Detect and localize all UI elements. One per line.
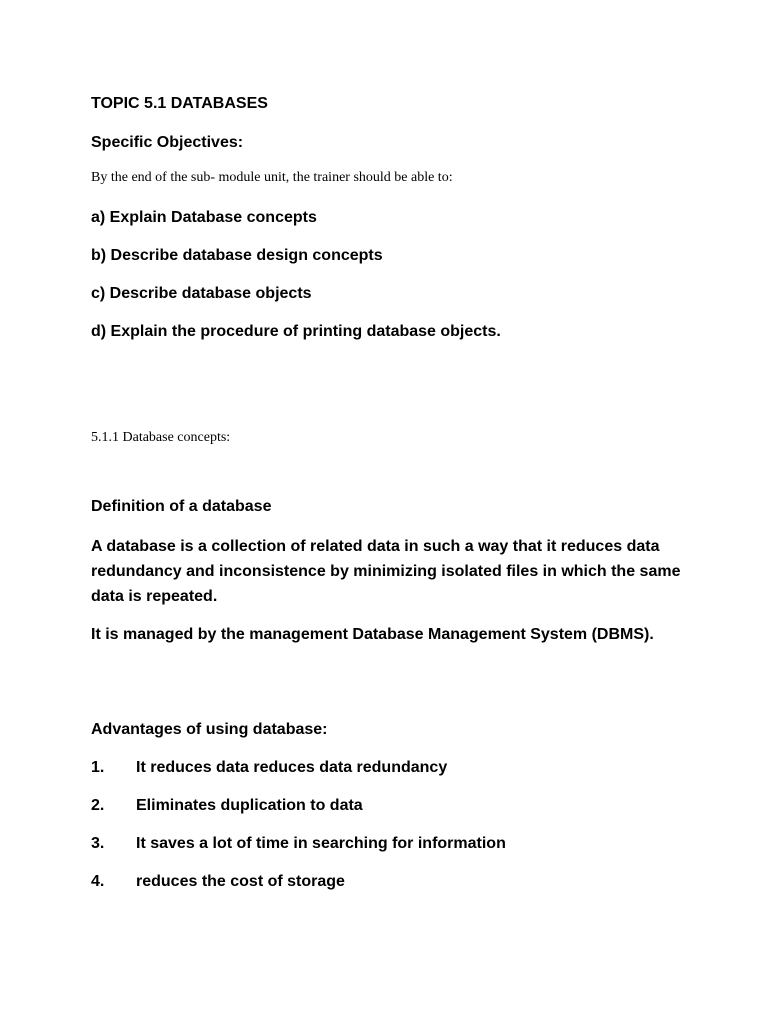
definition-text: A database is a collection of related data in such a way that it reduces data redundancy and inconsistence by minimizing isolated files in which the same data is repeated.: [91, 538, 681, 605]
definition-heading: Definition of a database: [91, 498, 272, 515]
advantages-heading: Advantages of using database:: [91, 721, 328, 738]
item-number: 4.: [91, 873, 105, 890]
item-number: 3.: [91, 835, 105, 852]
advantage-item: [91, 873, 345, 891]
topic-title: TOPIC 5.1 DATABASES: [91, 95, 268, 112]
advantage-item: [91, 797, 363, 815]
objective-item: d) Explain the procedure of printing database objects.: [91, 323, 501, 340]
item-number: 2.: [91, 797, 105, 814]
item-text: reduces the cost of storage: [136, 873, 345, 890]
objectives-heading: Specific Objectives:: [91, 134, 244, 151]
section-heading: 5.1.1 Database concepts:: [91, 430, 231, 445]
item-number: 1.: [91, 759, 105, 776]
item-text: It reduces data reduces data redundancy: [136, 759, 448, 776]
intro-text: By the end of the sub- module unit, the trainer should be able to:: [91, 170, 453, 185]
objective-item: a) Explain Database concepts: [91, 209, 317, 226]
objective-item: c) Describe database objects: [91, 285, 312, 302]
advantage-item: [91, 759, 447, 777]
advantage-item: [91, 835, 506, 853]
objective-item: b) Describe database design concepts: [91, 247, 383, 264]
item-text: Eliminates duplication to data: [136, 797, 363, 814]
managed-text: It is managed by the management Database Management System (DBMS).: [91, 626, 654, 643]
item-text: It saves a lot of time in searching for information: [136, 835, 506, 852]
